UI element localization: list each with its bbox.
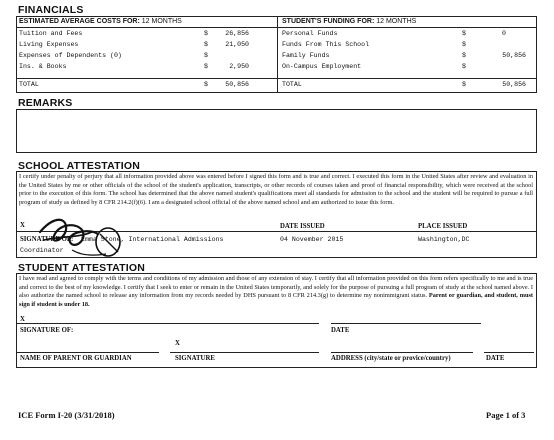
student-date-label: DATE [331,327,350,334]
date-issued-value: 04 November 2015 [280,236,344,243]
cost-label: Ins. & Books [19,63,67,70]
remarks-box [16,109,537,153]
funding-currency: $ [462,52,466,59]
school-attestation-title: SCHOOL ATTESTATION [18,160,141,172]
funding-currency: $ [462,63,466,70]
funding-currency: $ [462,30,466,37]
funding-row [282,30,534,40]
handwritten-signature [30,210,130,262]
cost-row [19,63,275,73]
parent-x-mark: X [175,340,180,347]
funding-label: On-Campus Employment [282,63,362,70]
funding-header: STUDENT'S FUNDING FOR: 12 MONTHS [282,18,417,25]
cost-label: Expenses of Dependents (0) [19,52,122,59]
student-signature-rule [16,323,319,324]
funding-label: Personal Funds [282,30,338,37]
parent-address-rule [331,352,473,353]
parent-address-label: ADDRESS (city/state or provice/country) [331,355,451,362]
signature-of-label: SIGNATURE OF: [20,236,74,243]
parent-signature-label: SIGNATURE [175,355,215,362]
costs-total-row [19,81,275,91]
funding-currency: $ [462,41,466,48]
financials-header-rule [16,27,537,28]
funding-total-row [282,81,534,91]
cost-currency: $ [204,41,208,48]
student-x-mark: X [20,316,25,323]
place-issued-value: Washington,DC [418,236,470,243]
student-signature-of-label: SIGNATURE OF: [20,327,74,334]
funding-label: Family Funds [282,52,330,59]
cost-amount: 2,950 [229,63,249,70]
funding-label: Funds From This School [282,41,370,48]
student-date-rule [331,323,481,324]
cost-currency: $ [204,52,208,59]
financials-title: FINANCIALS [18,4,84,16]
funding-total-amount: 50,856 [502,81,526,88]
cost-amount: 21,050 [225,41,249,48]
date-issued-label: DATE ISSUED [280,223,325,230]
cost-currency: $ [204,63,208,70]
parent-name-rule [16,352,159,353]
cost-label: Tuition and Fees [19,30,83,37]
school-attestation-text: I certify under penalty of perjury that all information provided above was entered before I signed this form and is true and correct. I executed this form in the United States after review and evaluation in the United States by me or other officials of the school of the student's application, transcripts, or other records of courses taken and proof of financial responsibility, which were received at the school prior to the execution of this form. The school has determined that the above named student's qualifications meet all standards for admission to the school and the student will be required to pursue a full program of study as defined by 8 CFR 214.2(f)(6). I am a designated school official of the above named school and am authorized to issue this form. [19,173,533,206]
funding-total-currency: $ [462,81,466,88]
funding-total-label: TOTAL [282,81,302,88]
cost-row [19,52,275,62]
financials-total-rule [16,78,537,79]
cost-row [19,30,275,40]
place-issued-label: PLACE ISSUED [418,223,468,230]
costs-total-currency: $ [204,81,208,88]
page-number: Page 1 of 3 [486,410,526,420]
cost-label: Living Expenses [19,41,79,48]
parent-date-rule [484,352,534,353]
signer-name: Emma Stone, International Admissions [81,236,224,243]
cost-row [19,41,275,51]
form-name: ICE Form I-20 (3/31/2018) [18,410,115,420]
remarks-title: REMARKS [18,97,73,109]
costs-total-amount: 50,856 [225,81,249,88]
costs-header: ESTIMATED AVERAGE COSTS FOR: 12 MONTHS [19,18,182,25]
funding-row [282,52,534,62]
school-x-mark: X [20,222,25,229]
funding-amount: 50,856 [502,52,526,59]
signer-title: Coordinator [20,247,64,254]
parent-name-label: NAME OF PARENT OR GUARDIAN [20,355,132,362]
costs-total-label: TOTAL [19,81,39,88]
parent-signature-rule [170,352,319,353]
funding-row [282,41,534,51]
funding-amount: 0 [502,30,506,37]
student-attestation-title: STUDENT ATTESTATION [18,262,146,274]
cost-amount: 26,856 [225,30,249,37]
funding-row [282,63,534,73]
parent-date-label: DATE [486,355,505,362]
cost-currency: $ [204,30,208,37]
student-attestation-text: I have read and agreed to comply with the terms and conditions of my admission and those of any extension of stay. I certify that all information provided on this form refers specifically to me and is true and correct to the best of my knowledge. I certify that I seek to enter or remain in the United States temporarily, and solely for the purpose of pursuing a full program of study at the school named above. I also authorize the named school to release any information from my records needed by DHS pursuant to 8 CFR 214.3(g) to determine my nonimmigrant status. Parent or guardian, and student, must sign if student is under 18. [19,275,533,308]
